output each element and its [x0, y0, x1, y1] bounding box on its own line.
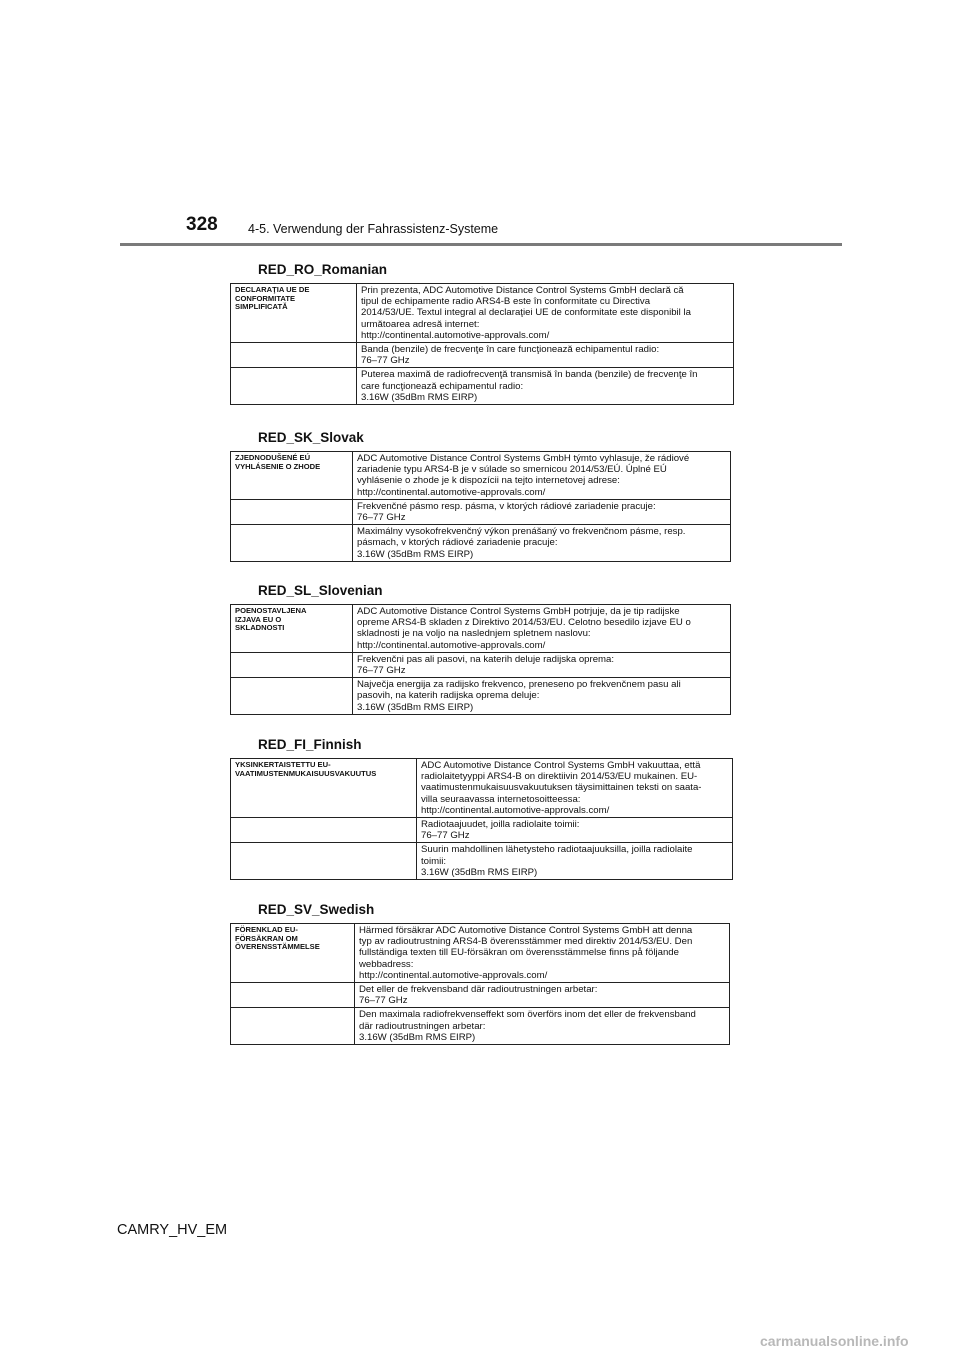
declaration-text-line: ADC Automotive Distance Control Systems GmbH vakuuttaa, että	[421, 760, 701, 771]
declaration-text-line: 76–77 GHz	[361, 355, 410, 367]
declaration-text-cell	[417, 759, 733, 818]
table-row	[231, 525, 731, 562]
declaration-label-line: VAATIMUSTENMUKAISUUSVAKUUTUS	[235, 768, 377, 778]
header-divider	[120, 243, 842, 246]
declaration-text-line: zariadenie typu ARS4-B je v súlade so smernicou 2014/53/EÚ. Úplné EÚ	[357, 464, 667, 476]
empty-label-cell	[231, 843, 417, 880]
section-title: RED_FI_Finnish	[258, 737, 362, 752]
declaration-label-line: IZJAVA EU O	[235, 614, 282, 624]
empty-label-cell	[231, 1008, 355, 1045]
declaration-text-line: vaatimustenmukaisuusvakuutuksen täysimittainen teksti on saata-	[421, 782, 702, 794]
section-swedish	[230, 902, 730, 1045]
section-title: RED_SL_Slovenian	[258, 583, 383, 598]
empty-label-cell	[231, 525, 353, 562]
table-row	[231, 605, 731, 653]
table-row	[231, 652, 731, 677]
declaration-text-cell	[353, 678, 731, 715]
declaration-label-line: SIMPLIFICATĂ	[235, 302, 288, 312]
declaration-text-cell	[353, 452, 731, 500]
declaration-text-line: Banda (benzile) de frecvenţe în care funcţionează echipamentul radio:	[361, 344, 660, 356]
table-row	[231, 983, 730, 1008]
declaration-text-cell	[417, 843, 733, 880]
declaration-text-cell	[357, 368, 734, 405]
declaration-text-line: pásmach, v ktorých rádiové zariadenie pracuje:	[357, 537, 558, 549]
table-row	[231, 284, 734, 343]
empty-label-cell	[231, 983, 355, 1008]
declaration-text-cell	[353, 605, 731, 653]
chapter-title: 4-5. Verwendung der Fahrassistenz-Systeme	[248, 222, 499, 236]
section-title: RED_SV_Swedish	[258, 902, 375, 917]
declaration-text-cell	[353, 525, 731, 562]
declaration-label-line: VYHLÁSENIE O ZHODE	[235, 461, 321, 471]
declaration-text-line: Največja energija za radijsko frekvenco, preneseno po frekvenčnem pasu ali	[357, 679, 681, 691]
declaration-table	[230, 283, 734, 405]
empty-label-cell	[231, 499, 353, 524]
declaration-label-cell	[231, 452, 353, 500]
declaration-text-cell	[357, 343, 734, 368]
section-finnish	[230, 737, 733, 880]
declaration-text-line: toimii:	[421, 855, 447, 867]
table-row	[231, 818, 733, 843]
table-row	[231, 843, 733, 880]
declaration-text-line: 3.16W (35dBm RMS EIRP)	[359, 1031, 476, 1043]
declaration-text-line: radiolaitetyyppi ARS4-B on direktiivin 2014/53/EU mukainen. EU-	[421, 771, 698, 783]
declaration-text-line: tipul de echipamente radio ARS4-B este în conformitate cu Directiva	[361, 296, 651, 308]
declaration-text-line: următoarea adresă internet:	[361, 318, 480, 330]
declaration-label-cell	[231, 284, 357, 343]
declaration-table	[230, 923, 730, 1045]
empty-label-cell	[231, 678, 353, 715]
declaration-text-cell	[417, 818, 733, 843]
declaration-text-line: skladnosti je na voljo na naslednjem spletnem naslovu:	[357, 628, 591, 640]
declaration-label-line: DECLARAŢIA UE DE	[235, 285, 310, 294]
declaration-text-line: http://continental.automotive-approvals.com/	[361, 329, 550, 341]
declaration-text-line: Den maximala radiofrekvenseffekt som överförs inom det eller de frekvensband	[359, 1009, 696, 1021]
declaration-label-line: FÖRENKLAD EU-	[235, 925, 298, 934]
declaration-text-line: 3.16W (35dBm RMS EIRP)	[357, 548, 474, 560]
declaration-text-line: Det eller de frekvensband där radioutrustningen arbetar:	[359, 984, 598, 996]
section-romanian	[230, 262, 734, 405]
declaration-text-line: 3.16W (35dBm RMS EIRP)	[357, 701, 474, 713]
declaration-text-line: http://continental.automotive-approvals.com/	[359, 969, 548, 981]
declaration-label-cell	[231, 759, 417, 818]
declaration-text-line: care funcţionează echipamentul radio:	[361, 380, 524, 392]
declaration-table	[230, 451, 731, 562]
declaration-label-line: ZJEDNODUŠENÉ EÚ	[235, 453, 311, 462]
page-number: 328	[186, 214, 218, 235]
declaration-label-line: CONFORMITATE	[235, 293, 296, 303]
table-row	[231, 924, 730, 983]
declaration-text-line: 76–77 GHz	[357, 665, 406, 677]
watermark: carmanualsonline.info	[760, 1333, 909, 1349]
declaration-text-line: 2014/53/UE. Textul integral al declaraţiei UE de conformitate este disponibil la	[361, 307, 691, 319]
declaration-text-cell	[353, 652, 731, 677]
declaration-text-line: Maximálny vysokofrekvenčný výkon prenášaný vo frekvenčnom pásme, resp.	[357, 526, 686, 538]
declaration-text-line: Frekvenčné pásmo resp. pásma, v ktorých rádiové zariadenie pracuje:	[357, 500, 656, 512]
declaration-text-line: 76–77 GHz	[359, 995, 408, 1007]
declaration-text-cell	[357, 284, 734, 343]
declaration-text-line: webbadress:	[359, 958, 414, 970]
declaration-label-cell	[231, 924, 355, 983]
declaration-text-line: Frekvenčni pas ali pasovi, na katerih deluje radijska oprema:	[357, 653, 615, 665]
table-row	[231, 368, 734, 405]
declaration-text-line: 3.16W (35dBm RMS EIRP)	[361, 391, 478, 403]
declaration-text-line: vyhlásenie o zhode je k dispozícii na tejto internetovej adrese:	[357, 475, 620, 487]
declaration-text-line: Puterea maximă de radiofrecvenţă transmisă în banda (benzile) de frecvenţe în	[361, 369, 698, 381]
declaration-table	[230, 758, 733, 880]
declaration-label-line: SKLADNOSTI	[235, 623, 285, 633]
declaration-table	[230, 604, 731, 715]
declaration-text-line: villa seuraavassa internetosoitteessa:	[421, 793, 581, 805]
declaration-text-line: fullständiga texten till EU-försäkran om överensstämmelse finns på följande	[359, 947, 679, 959]
section-slovenian	[230, 583, 731, 715]
empty-label-cell	[231, 818, 417, 843]
declaration-text-cell	[353, 499, 731, 524]
table-row	[231, 343, 734, 368]
declaration-text-line: Radiotaajuudet, joilla radiolaite toimii:	[421, 819, 580, 831]
section-title: RED_SK_Slovak	[258, 430, 364, 445]
declaration-text-line: Härmed försäkrar ADC Automotive Distance Control Systems GmbH att denna	[359, 925, 693, 936]
declaration-text-line: http://continental.automotive-approvals.com/	[357, 486, 546, 498]
model-code: CAMRY_HV_EM	[117, 1222, 228, 1238]
section-slovak	[230, 430, 731, 562]
declaration-label-line: ÖVERENSSTÄMMELSE	[235, 942, 320, 952]
declaration-text-line: opreme ARS4-B skladen z Direktivo 2014/53/EU. Celotno besedilo izjave EU o	[357, 617, 691, 629]
declaration-text-line: ADC Automotive Distance Control Systems GmbH týmto vyhlasuje, že rádiové	[357, 453, 690, 464]
declaration-text-line: pasovih, na katerih radijska oprema deluje:	[357, 690, 540, 702]
declaration-text-line: där radioutrustningen arbetar:	[359, 1020, 486, 1032]
empty-label-cell	[231, 652, 353, 677]
declaration-text-line: ADC Automotive Distance Control Systems GmbH potrjuje, da je tip radijske	[357, 606, 680, 617]
declaration-label-line: POENOSTAVLJENA	[235, 606, 307, 615]
declaration-text-line: typ av radioutrustning ARS4-B överensstämmer med direktiv 2014/53/EU. Den	[359, 936, 693, 948]
declaration-text-line: Prin prezenta, ADC Automotive Distance Control Systems GmbH declară că	[361, 285, 684, 296]
declaration-text-cell	[355, 924, 730, 983]
declaration-text-cell	[355, 983, 730, 1008]
section-title: RED_RO_Romanian	[258, 262, 388, 277]
declaration-text-line: 76–77 GHz	[357, 512, 406, 524]
table-row	[231, 678, 731, 715]
empty-label-cell	[231, 343, 357, 368]
declaration-text-line: 3.16W (35dBm RMS EIRP)	[421, 866, 538, 878]
declaration-label-line: YKSINKERTAISTETTU EU-	[235, 760, 331, 769]
table-row	[231, 759, 733, 818]
empty-label-cell	[231, 368, 357, 405]
table-row	[231, 452, 731, 500]
table-row	[231, 1008, 730, 1045]
declaration-text-line: Suurin mahdollinen lähetysteho radiotaajuuksilla, joilla radiolaite	[421, 844, 693, 856]
declaration-text-line: http://continental.automotive-approvals.com/	[357, 639, 546, 651]
declaration-text-line: http://continental.automotive-approvals.com/	[421, 804, 610, 816]
declaration-text-line: 76–77 GHz	[421, 830, 470, 842]
declaration-label-cell	[231, 605, 353, 653]
table-row	[231, 499, 731, 524]
declaration-text-cell	[355, 1008, 730, 1045]
declaration-label-line: FÖRSÄKRAN OM	[235, 933, 298, 943]
